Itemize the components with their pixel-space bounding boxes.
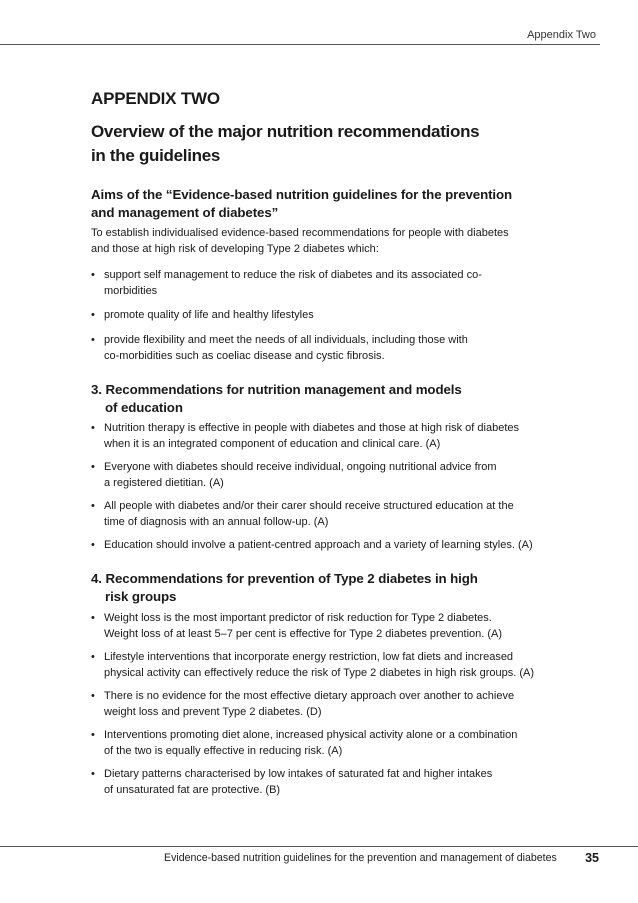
list-item xyxy=(91,766,551,798)
list-item xyxy=(91,537,551,553)
aims-section xyxy=(91,186,551,364)
list-item-line: All people with diabetes and/or their carer should receive structured education at the xyxy=(104,500,514,512)
list-item-line: when it is an integrated component of education and clinical care. (A) xyxy=(104,438,441,450)
bullet-icon: • xyxy=(91,309,95,321)
bullet-icon: • xyxy=(91,334,95,346)
bullet-icon: • xyxy=(91,612,95,624)
list-item xyxy=(91,332,551,364)
aims-list xyxy=(91,267,551,364)
appendix-title: APPENDIX TWO xyxy=(91,89,220,108)
aims-intro-line-2: and those at high risk of developing Type 2 diabetes which: xyxy=(91,243,379,255)
list-item-line: support self management to reduce the risk of diabetes and its associated co- xyxy=(104,269,482,281)
bullet-icon: • xyxy=(91,690,95,702)
list-item-line: of the two is equally effective in reducing risk. (A) xyxy=(104,745,343,757)
list-item xyxy=(91,459,551,491)
bullet-icon: • xyxy=(91,539,95,551)
list-item-line: weight loss and prevent Type 2 diabetes. (D) xyxy=(104,706,322,718)
list-item xyxy=(91,498,551,530)
running-head: Appendix Two xyxy=(527,29,596,41)
list-item-line: Everyone with diabetes should receive individual, ongoing nutritional advice from xyxy=(104,461,497,473)
list-item-line: Education should involve a patient-centred approach and a variety of learning styles. (A) xyxy=(104,539,533,551)
header-rule xyxy=(0,44,600,45)
section-3-heading-line-1: 3. Recommendations for nutrition management and models xyxy=(91,382,462,397)
list-item-line: of unsaturated fat are protective. (B) xyxy=(104,784,281,796)
list-item-line: Weight loss of at least 5–7 per cent is effective for Type 2 diabetes prevention. (A) xyxy=(104,628,503,640)
list-item-line: physical activity can effectively reduce the risk of Type 2 diabetes in high risk groups. (A) xyxy=(104,667,535,679)
bullet-icon: • xyxy=(91,651,95,663)
bullet-icon: • xyxy=(91,500,95,512)
bullet-icon: • xyxy=(91,768,95,780)
section-3 xyxy=(91,381,551,553)
document-title-line-1: Overview of the major nutrition recommendations xyxy=(91,122,480,141)
list-item xyxy=(91,688,551,720)
list-item-line: Interventions promoting diet alone, increased physical activity alone or a combination xyxy=(104,729,518,741)
document-title xyxy=(91,120,551,168)
list-item-line: provide flexibility and meet the needs of all individuals, including those with xyxy=(104,334,468,346)
list-item xyxy=(91,420,551,452)
aims-heading-line-2: and management of diabetes” xyxy=(91,205,279,220)
section-3-heading xyxy=(91,381,551,417)
footer-rule xyxy=(0,846,638,847)
list-item xyxy=(91,267,551,299)
list-item xyxy=(91,727,551,759)
list-item xyxy=(91,610,551,642)
aims-heading-line-1: Aims of the “Evidence-based nutrition guidelines for the prevention xyxy=(91,187,513,202)
page-number: 35 xyxy=(585,851,599,865)
aims-intro-line-1: To establish individualised evidence-based recommendations for people with diabetes xyxy=(91,227,509,239)
list-item-line: There is no evidence for the most effective dietary approach over another to achieve xyxy=(104,690,515,702)
list-item-line: promote quality of life and healthy lifestyles xyxy=(104,309,314,321)
section-4-heading-line-2: risk groups xyxy=(105,589,177,604)
list-item-line: Dietary patterns characterised by low intakes of saturated fat and higher intakes xyxy=(104,768,493,780)
section-4-heading xyxy=(91,570,551,606)
section-3-list xyxy=(91,420,551,553)
section-4-list xyxy=(91,610,551,798)
bullet-icon: • xyxy=(91,461,95,473)
page-content xyxy=(91,88,551,805)
list-item-line: Weight loss is the most important predictor of risk reduction for Type 2 diabetes. xyxy=(104,612,492,624)
aims-intro xyxy=(91,225,551,257)
list-item-line: co-morbidities such as coeliac disease and cystic fibrosis. xyxy=(104,350,385,362)
list-item-line: Lifestyle interventions that incorporate energy restriction, low fat diets and increased xyxy=(104,651,514,663)
list-item xyxy=(91,649,551,681)
list-item-line: morbidities xyxy=(104,285,158,297)
section-4-heading-line-1: 4. Recommendations for prevention of Type 2 diabetes in high xyxy=(91,571,478,586)
bullet-icon: • xyxy=(91,269,95,281)
aims-heading xyxy=(91,186,551,222)
bullet-icon: • xyxy=(91,729,95,741)
bullet-icon: • xyxy=(91,422,95,434)
footer-text: Evidence-based nutrition guidelines for the prevention and management of diabetes xyxy=(164,852,557,864)
document-title-line-2: in the guidelines xyxy=(91,146,221,165)
list-item-line: Nutrition therapy is effective in people with diabetes and those at high risk of diabetes xyxy=(104,422,519,434)
list-item-line: time of diagnosis with an annual follow-up. (A) xyxy=(104,516,329,528)
section-4 xyxy=(91,570,551,798)
list-item-line: a registered dietitian. (A) xyxy=(104,477,224,489)
list-item xyxy=(91,307,551,323)
section-3-heading-line-2: of education xyxy=(105,400,183,415)
